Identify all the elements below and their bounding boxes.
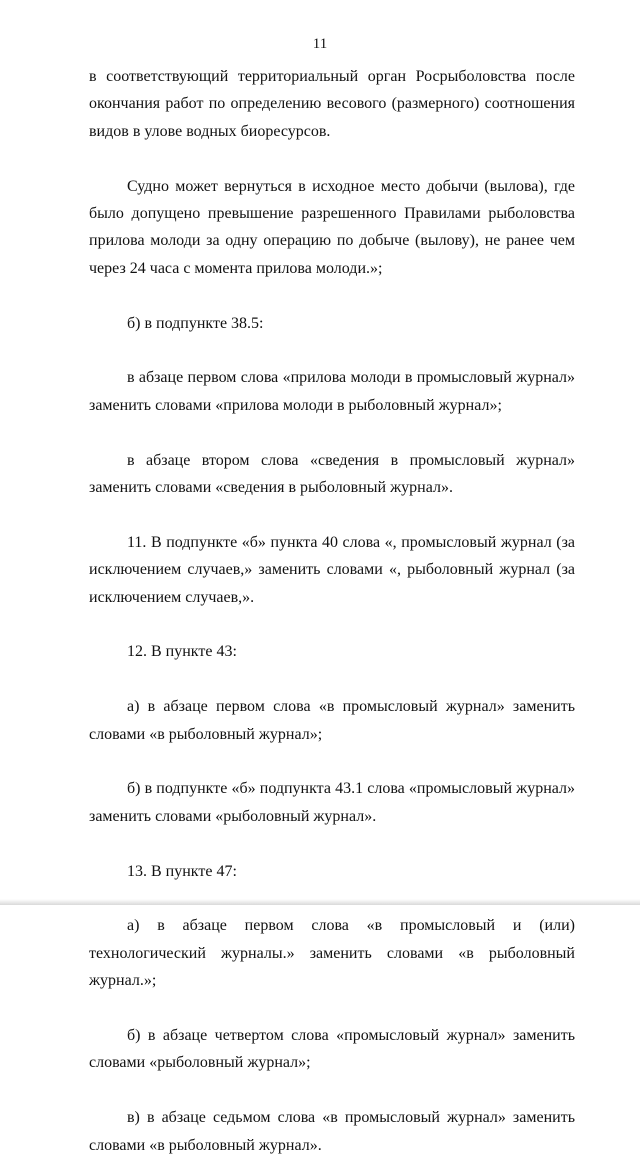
paragraph-item-13-a: а) в абзаце первом слова «в промысловый и (или) технологический журналы.» заменить словами «в рыболовный журнал.»; [89, 917, 575, 990]
paragraph-second-abzac-38-5: в абзаце втором слова «сведения в промысловый журнал» заменить словами «сведения в рыболовный журнал». [89, 451, 575, 497]
paragraph-item-13: 13. В пункте 47: [127, 862, 237, 880]
paragraph-item-13-b: б) в абзаце четвертом слова «промысловый журнал» заменить словами «рыболовный журнал»; [89, 1027, 575, 1072]
paragraph-item-11: 11. В подпункте «б» пункта 40 слова «, промысловый журнал (за исключением случаев,» заменить словами «, рыболовный журнал (за исключением случаев,». [89, 533, 575, 606]
paragraph-vessel-return: Судно может вернуться в исходное место добычи (вылова), где было допущено превышение разрешенного Правилами рыболовства прилова молоди за одну операцию по добыче (вылову), не ранее чем через 24 часа с момента прилова молоди.»; [89, 177, 575, 277]
document-body [89, 63, 575, 1159]
paragraph-continuation: в соответствующий территориальный орган Росрыболовства после окончания работ по определению весового (размерного) соотношения видов в улове водных биоресурсов. [89, 68, 575, 140]
page-number: 11 [312, 36, 328, 52]
paragraph-item-12-b: б) в подпункте «б» подпункта 43.1 слова «промысловый журнал» заменить словами «рыболовный журнал». [89, 780, 575, 825]
scan-bottom-edge [0, 899, 640, 905]
paragraph-subitem-b-38-5: б) в подпункте 38.5: [127, 314, 264, 332]
paragraph-item-12: 12. В пункте 43: [127, 643, 237, 661]
paragraph-item-12-a: а) в абзаце первом слова «в промысловый журнал» заменить словами «в рыболовный журнал»; [89, 698, 575, 743]
paragraph-item-13-v: в) в абзаце седьмом слова «в промысловый журнал» заменить словами «в рыболовный журнал». [89, 1109, 575, 1154]
paragraph-first-abzac-38-5: в абзаце первом слова «прилова молоди в промысловый журнал» заменить словами «прилова молоди в рыболовный журнал»; [89, 369, 575, 414]
